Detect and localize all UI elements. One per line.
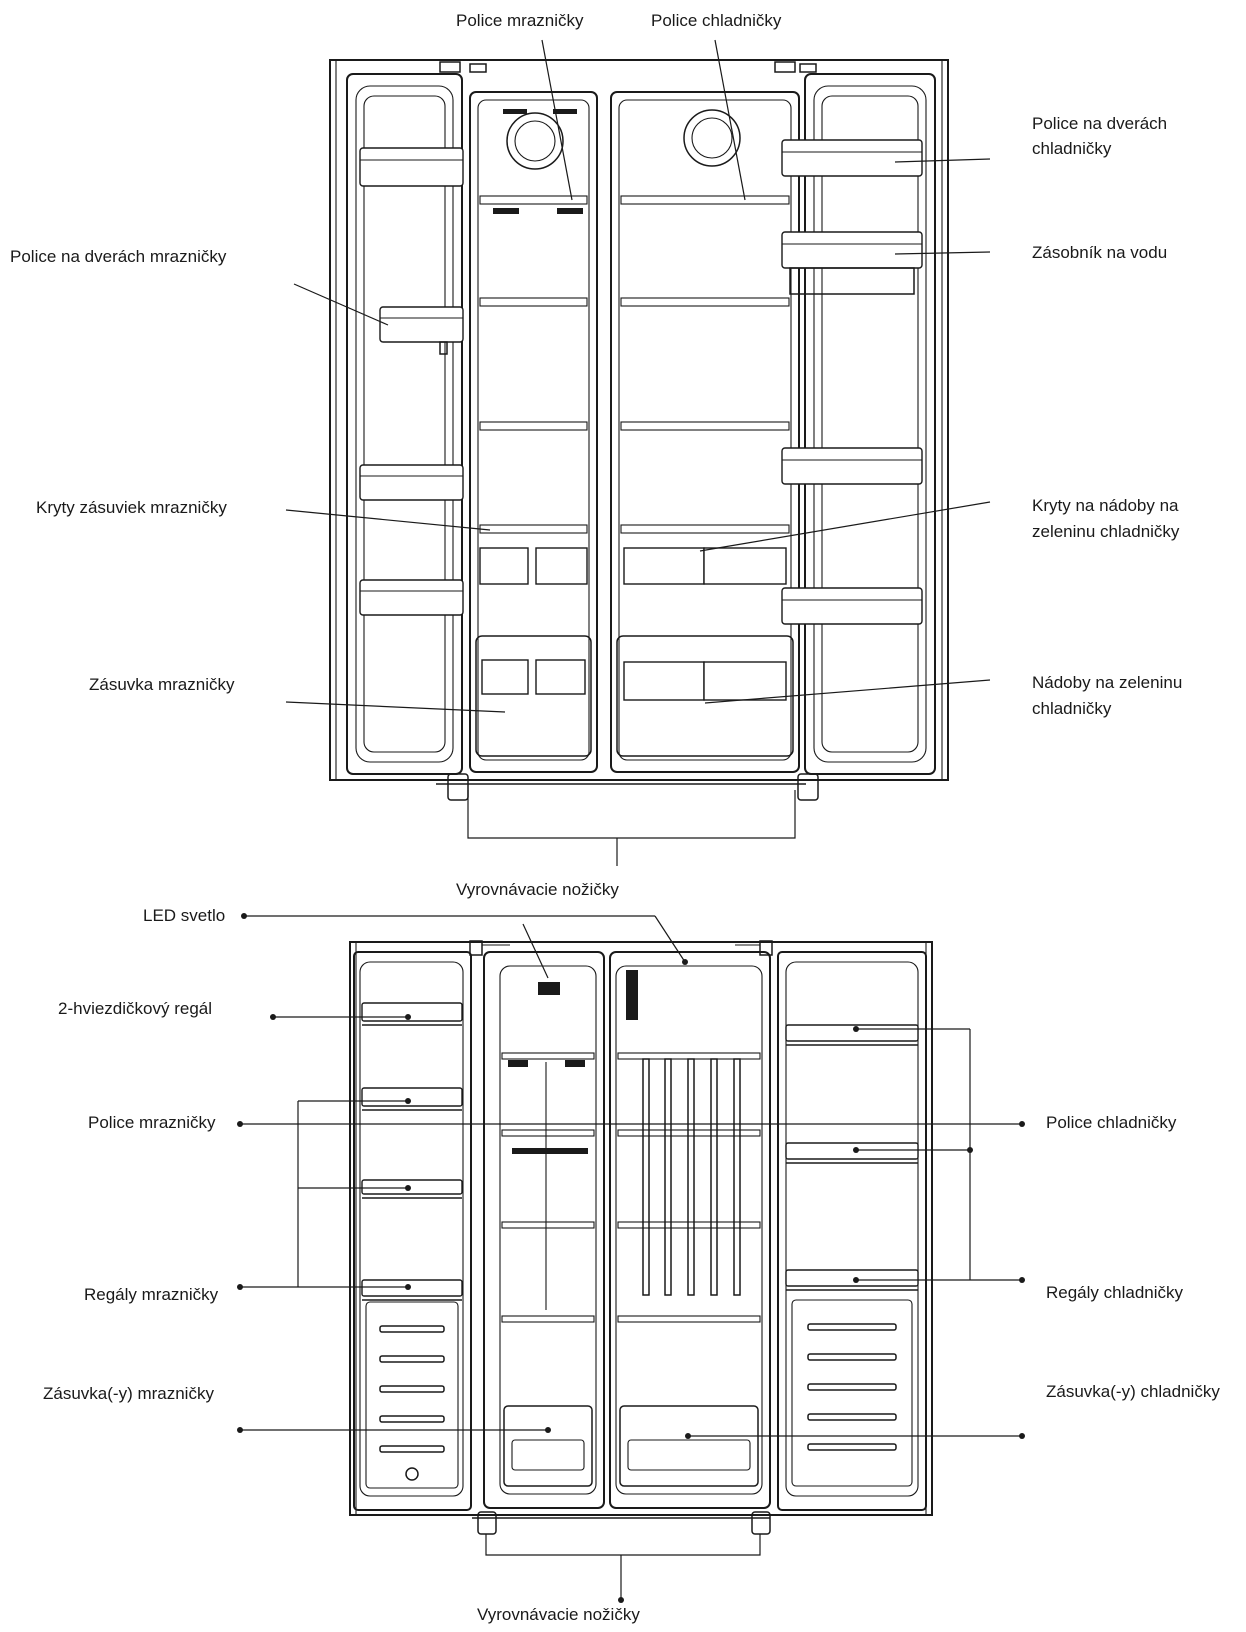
freezer-door-rack-4 <box>362 1280 462 1296</box>
fridge-door-shelf-3 <box>782 588 922 624</box>
fridge-door-shelf-1 <box>782 140 922 176</box>
label-crisper-line1: Nádoby na zeleninu <box>1032 673 1183 692</box>
led-light-icon <box>538 982 560 995</box>
label-fridge-drawers: Zásuvka(-y) chladničky <box>1046 1382 1220 1401</box>
leveling-foot-left <box>448 774 468 800</box>
fridge-door-rack-3 <box>786 1270 918 1286</box>
freezer-door-rack-3 <box>362 1180 462 1194</box>
fridge-door-shelf-2 <box>782 448 922 484</box>
freezer-drawer-outline <box>476 636 591 756</box>
freezer-compartment <box>470 92 597 772</box>
fridge-illustration-bottom <box>350 941 932 1534</box>
fridge-illustration-top <box>330 60 948 800</box>
fridge-drawer-bottom <box>620 1406 758 1486</box>
fridge-door-bottom <box>778 952 926 1510</box>
label-freezer-drawer-covers: Kryty zásuviek mrazničky <box>36 498 227 517</box>
label-two-star-rack: 2-hviezdičkový regál <box>58 999 213 1018</box>
label-freezer-drawer: Zásuvka mrazničky <box>89 675 235 694</box>
label-crisper-covers-line2: zeleninu chladničky <box>1032 522 1180 541</box>
label-fridge-racks: Regály chladničky <box>1046 1283 1184 1302</box>
label-fridge-shelf: Police chladničky <box>651 11 782 30</box>
label-water-tank: Zásobník na vodu <box>1032 243 1168 262</box>
fridge-compartment-bottom <box>610 952 770 1508</box>
label-freezer-shelves: Police mrazničky <box>88 1113 216 1132</box>
label-crisper-line2: chladničky <box>1032 699 1112 718</box>
freezer-door-bottom <box>354 952 471 1510</box>
freezer-door-rack-2 <box>362 1088 462 1106</box>
freezer-door-shelf-3 <box>360 465 463 500</box>
freezer-door <box>347 74 463 774</box>
label-freezer-racks: Regály mrazničky <box>84 1285 219 1304</box>
label-leveling-feet-top: Vyrovnávacie nožičky <box>456 880 619 899</box>
label-crisper-covers-line1: Kryty na nádoby na <box>1032 496 1179 515</box>
freezer-door-shelf-4 <box>360 580 463 615</box>
freezer-door-shelf-2 <box>380 307 463 342</box>
label-fridge-door-shelf-line1: Police na dverách <box>1032 114 1168 133</box>
fridge-door <box>782 74 935 774</box>
freezer-compartment-bottom <box>484 952 604 1508</box>
label-freezer-door-shelf: Police na dverách mrazničky <box>10 247 227 266</box>
label-freezer-shelf: Police mrazničky <box>456 11 584 30</box>
leveling-foot-right <box>798 774 818 800</box>
label-leveling-feet-bottom: Vyrovnávacie nožičky <box>477 1605 640 1624</box>
two-star-rack <box>362 1003 462 1021</box>
fridge-door-rack-1 <box>786 1025 918 1041</box>
label-fridge-door-shelf-line2: chladničky <box>1032 139 1112 158</box>
label-freezer-drawers: Zásuvka(-y) mrazničky <box>43 1384 214 1403</box>
label-fridge-shelves: Police chladničky <box>1046 1113 1177 1132</box>
fridge-door-rack-2 <box>786 1143 918 1159</box>
fridge-compartment <box>611 92 799 772</box>
freezer-drawer-bottom <box>504 1406 592 1486</box>
label-led-light: LED svetlo <box>143 906 226 925</box>
freezer-door-shelf-1 <box>360 148 463 186</box>
water-tank <box>782 232 922 268</box>
